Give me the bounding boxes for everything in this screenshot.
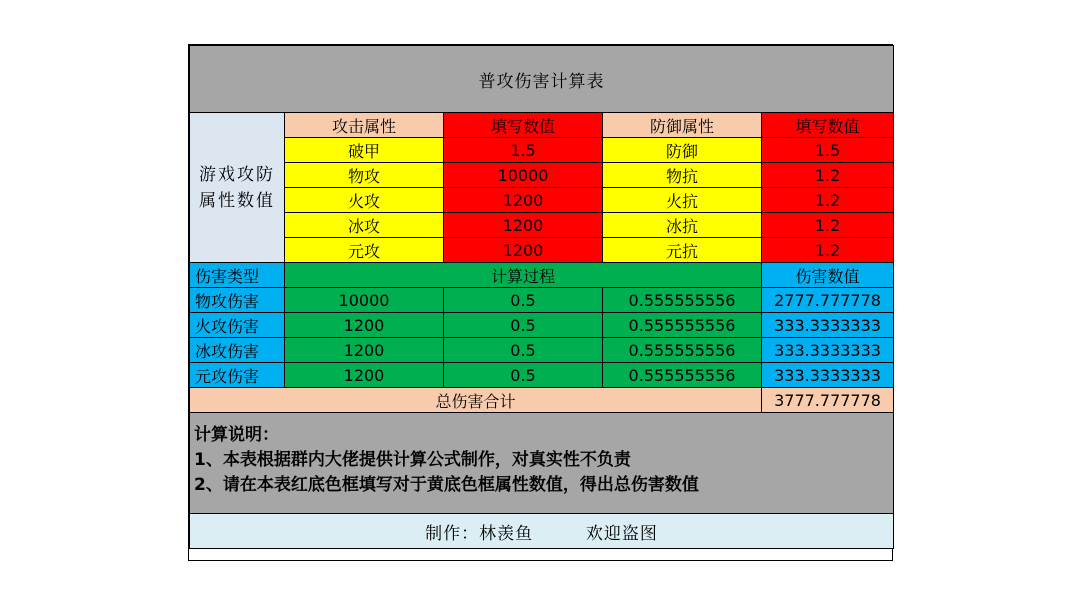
damage-type-header[interactable]: 伤害类型 [190, 263, 285, 288]
calc-cell[interactable]: 0.5 [444, 288, 603, 313]
spreadsheet [188, 44, 893, 561]
attack-attr-cell[interactable]: 火攻 [285, 188, 444, 213]
damage-header-row [190, 263, 894, 288]
defense-value-cell[interactable]: 1.2 [762, 238, 894, 263]
damage-row [190, 338, 894, 363]
notes-heading: 计算说明： [194, 425, 279, 445]
defense-attr-cell[interactable]: 元抗 [603, 238, 762, 263]
notes-cell[interactable] [190, 413, 894, 514]
defense-value-cell[interactable]: 1.2 [762, 188, 894, 213]
attr-row [190, 238, 894, 263]
calc-cell[interactable]: 0.5 [444, 313, 603, 338]
attack-attr-cell[interactable]: 破甲 [285, 138, 444, 163]
attack-value-cell[interactable]: 1200 [444, 213, 603, 238]
side-label: 游戏攻防属性数值 [199, 164, 275, 211]
damage-row [190, 288, 894, 313]
attack-value-cell[interactable]: 1200 [444, 238, 603, 263]
defense-value-cell[interactable]: 1.2 [762, 213, 894, 238]
attack-attr-cell[interactable]: 元攻 [285, 238, 444, 263]
damage-value-cell[interactable]: 333.3333333 [762, 338, 894, 363]
defense-attr-cell[interactable]: 火抗 [603, 188, 762, 213]
attack-value-cell[interactable]: 10000 [444, 163, 603, 188]
calc-cell[interactable]: 0.555555556 [603, 313, 762, 338]
damage-row [190, 313, 894, 338]
defense-value-cell[interactable]: 1.5 [762, 138, 894, 163]
attr-row [190, 138, 894, 163]
attack-value-cell[interactable]: 1.5 [444, 138, 603, 163]
defense-value-cell[interactable]: 1.2 [762, 163, 894, 188]
damage-row [190, 363, 894, 388]
calc-process-header[interactable]: 计算过程 [285, 263, 762, 288]
welcome-note: 欢迎盗图 [585, 523, 658, 544]
damage-type-cell[interactable]: 物攻伤害 [190, 288, 285, 313]
calc-cell[interactable]: 0.555555556 [603, 288, 762, 313]
attr-row [190, 188, 894, 213]
defense-attr-cell[interactable]: 冰抗 [603, 213, 762, 238]
footer-row [190, 514, 894, 549]
damage-value-cell[interactable]: 333.3333333 [762, 363, 894, 388]
attack-attr-header[interactable]: 攻击属性 [285, 113, 444, 138]
defense-attr-cell[interactable]: 防御 [603, 138, 762, 163]
attr-row [190, 163, 894, 188]
fill-value-header[interactable]: 填写数值 [762, 113, 894, 138]
defense-attr-cell[interactable]: 物抗 [603, 163, 762, 188]
attack-value-cell[interactable]: 1200 [444, 188, 603, 213]
title-row [190, 46, 894, 113]
attack-attr-cell[interactable]: 冰攻 [285, 213, 444, 238]
calc-cell[interactable]: 1200 [285, 313, 444, 338]
damage-value-cell[interactable]: 333.3333333 [762, 313, 894, 338]
calc-cell[interactable]: 0.5 [444, 338, 603, 363]
damage-calc-table [189, 45, 894, 549]
attr-header-row [190, 113, 894, 138]
total-row [190, 388, 894, 413]
calc-cell[interactable]: 0.555555556 [603, 338, 762, 363]
notes-line-1: 1、本表根据群内大佬提供计算公式制作，对真实性不负责 [194, 450, 631, 470]
footer-cell[interactable] [190, 514, 894, 549]
attack-attr-cell[interactable]: 物攻 [285, 163, 444, 188]
calc-cell[interactable]: 0.555555556 [603, 363, 762, 388]
notes-row [190, 413, 894, 514]
author-credit: 制作：林羡鱼 [425, 523, 534, 544]
damage-type-cell[interactable]: 元攻伤害 [190, 363, 285, 388]
damage-type-cell[interactable]: 火攻伤害 [190, 313, 285, 338]
calc-cell[interactable]: 10000 [285, 288, 444, 313]
notes-line-2: 2、请在本表红底色框填写对于黄底色框属性数值，得出总伤害数值 [194, 475, 699, 495]
total-value[interactable]: 3777.777778 [762, 388, 894, 413]
damage-value-header[interactable]: 伤害数值 [762, 263, 894, 288]
calc-cell[interactable]: 1200 [285, 363, 444, 388]
sheet-title[interactable]: 普攻伤害计算表 [190, 46, 894, 113]
damage-type-cell[interactable]: 冰攻伤害 [190, 338, 285, 363]
attr-row [190, 213, 894, 238]
defense-attr-header[interactable]: 防御属性 [603, 113, 762, 138]
damage-value-cell[interactable]: 2777.777778 [762, 288, 894, 313]
total-label[interactable]: 总伤害合计 [190, 388, 762, 413]
calc-cell[interactable]: 0.5 [444, 363, 603, 388]
fill-value-header[interactable]: 填写数值 [444, 113, 603, 138]
side-label-cell[interactable] [190, 113, 285, 263]
calc-cell[interactable]: 1200 [285, 338, 444, 363]
